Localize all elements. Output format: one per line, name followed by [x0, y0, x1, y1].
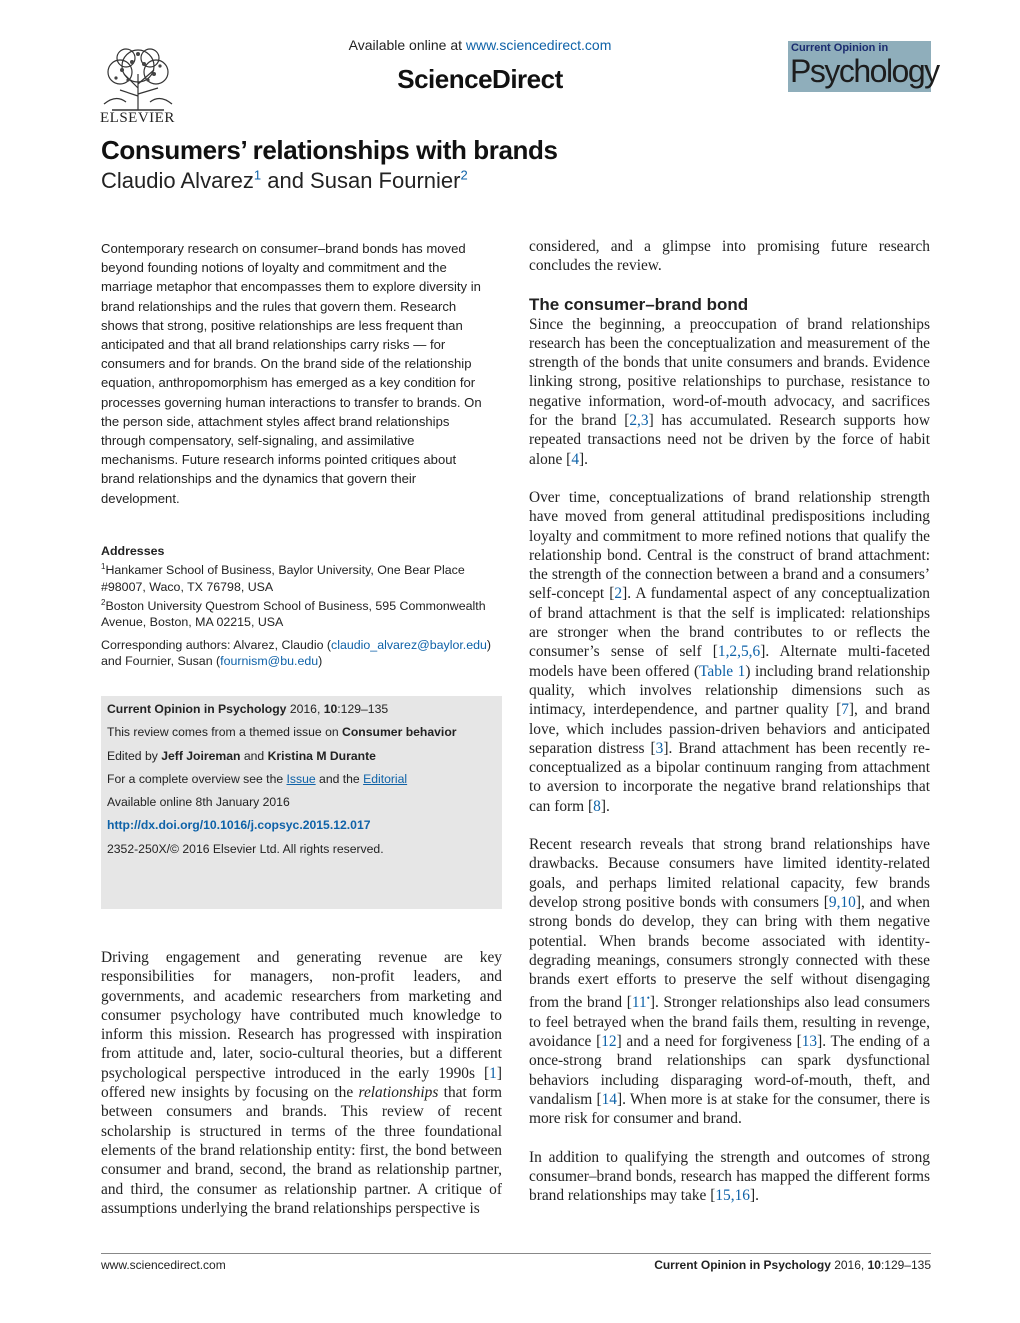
text-run: ] and a need for forgiveness [	[616, 1033, 802, 1051]
ref-link[interactable]: 4	[571, 450, 580, 468]
editorial-link[interactable]: Editorial	[363, 771, 408, 786]
copyright-row: 2352-250X/© 2016 Elsevier Ltd. All rights reserved.	[107, 841, 384, 856]
citation-pages: :129–135	[337, 702, 389, 716]
corresponding-suffix: )	[318, 654, 323, 669]
ref-link[interactable]: 2,3	[629, 412, 649, 430]
corresponding-authors	[101, 637, 503, 669]
text-run: Since the beginning, a preoccupation of brand relationships research has been the conceptualization and measurement of the strength of the bonds that unite consumers and brands. Evidence linking strong, positive relationships to purchase, resistance to negative information, word-of-mouth advocacy, and sacrifices for the brand [	[529, 315, 930, 430]
theme-row	[107, 721, 496, 744]
addresses	[101, 543, 503, 630]
text-run: that form between consumers and brands. This review of recent scholarship is structured in terms of the three foundational elements of the brand relationship entity: first, the bond between consumer and brand, second, the brand as relationship partner, and third, the consumer as relationship partner. A critique of assumptions underlying the brand relationships perspective is	[101, 1084, 502, 1217]
text-run: Over time, conceptualizations of brand relationship strength have moved from general attitudinal predispositions including loyalty and commitment to more refined notions that qualify the relationship bond. Central is the construct of brand attachment: the strength of the connection between a brand and a consumers’ self-concept [	[529, 488, 930, 603]
available-prefix: Available online at	[348, 37, 466, 53]
editor-sep: and	[240, 748, 268, 763]
footer-pages: :129–135	[880, 1258, 931, 1272]
email-link[interactable]: claudio_alvarez@baylor.edu	[331, 638, 487, 652]
citation-row	[107, 698, 496, 721]
ref-link[interactable]: 1,2,5,6	[717, 643, 761, 661]
ref-link[interactable]: 11	[631, 994, 647, 1012]
address-sup: 2	[101, 597, 106, 607]
text-run: ].	[749, 1187, 759, 1205]
text-run: ], and when strong bonds do develop, they can bring with them negative potential. When brands become associated with identity-degrading meanings, consumers strongly connected with these brands exert efforts to preserve the self without disengaging from the brand [	[529, 893, 930, 1012]
ref-link[interactable]: 8	[593, 797, 601, 815]
address-sup: 1	[101, 562, 106, 572]
text-run: ] has accumulated. Research supports how repeated transactions need not be driven by the force of habit alone [	[529, 412, 930, 468]
text-run: Recent research reveals that strong brand relationships have drawbacks. Because consumers have limited identity-related goals, and perhaps limited relational capacity, few brands develop strong positive bonds with consumers [	[529, 836, 930, 911]
author-name: Susan Fournier	[310, 168, 461, 193]
ref-link[interactable]: 15,16	[715, 1187, 750, 1205]
text-run: Driving engagement and generating revenue are key responsibilities for managers, non-profit leaders, and governments, and academic researchers from marketing and consumer psychology have contributed much knowledge to inform this mission. Research has progressed with inspiration from attitude and, later, socio-cultural theories, but a different psychological perspective introduced in the early 1990s [	[101, 949, 502, 1082]
text-run: ] offered new insights by focusing on the	[101, 1064, 502, 1102]
corresponding-prefix: Corresponding authors: Alvarez, Claudio (	[101, 638, 332, 652]
theme-prefix: This review comes from a themed issue on	[107, 725, 343, 740]
email-link[interactable]: fournism@bu.edu	[220, 654, 319, 669]
section-heading: The consumer–brand bond	[529, 294, 749, 314]
abstract: Contemporary research on consumer–brand bonds has moved beyond founding notions of loyalty and commitment and the marriage metaphor that encompasses them to explore diversity in brand relationships and the rules that govern them. Research shows that strong, positive relationships are less frequent than anticipated and that all brand relationships carry risks — for consumers and for brands. On the brand side of the relationship equation, anthropomorphism has emerged as a key condition for processes governing human interactions to transfer to brands. On the person side, attachment styles affect brand relationships through compensatory, self-signaling, and assimilative mechanisms. Future research informs pointed critiques about brand relationships and the dynamics that govern their development.	[101, 241, 482, 506]
body-paragraph	[529, 315, 930, 469]
text-run: ) including brand relationship quality, which involves relationship dimensions such as intimacy, interdependence, and partner quality [	[529, 662, 931, 719]
intro-paragraph	[101, 948, 502, 1218]
elsevier-logo	[96, 44, 180, 128]
elsevier-wordmark: ELSEVIER	[100, 110, 175, 126]
ref-link[interactable]: 14	[601, 1091, 617, 1108]
ref-link[interactable]: 2	[614, 585, 623, 603]
editor-name: Kristina M Durante	[267, 748, 376, 763]
doi-link[interactable]: http://dx.doi.org/10.1016/j.copsyc.2015.12.017	[107, 818, 371, 833]
text-run: ]. The ending of a once-strong brand relationships can spark dysfunctional behaviors including disparaging word-of-mouth, theft, and vandalism [	[529, 1033, 931, 1108]
ref-link[interactable]: 9,10	[828, 893, 856, 911]
continued-paragraph: considered, and a glimpse into promising future research concludes the review.	[529, 238, 930, 275]
journal-badge-top: Current Opinion in	[791, 42, 889, 54]
text-run: ]. Stronger relationships also lead consumers to feel betrayed when the brand fails them, resulting in revenge, avoidance [	[529, 994, 930, 1051]
address-text: Hankamer School of Business, Baylor University, One Bear Place #98007, Waco, TX 76798, USA	[101, 563, 465, 594]
body-paragraph	[529, 488, 930, 816]
body-paragraph	[529, 1148, 930, 1206]
text-run: ]. Alternate multi-faceted models have been offered (	[529, 643, 930, 680]
text-run: In addition to qualifying the strength and outcomes of strong consumer–brand bonds, research has mapped the different forms brand relationships may take [	[529, 1148, 930, 1205]
footer-divider	[101, 1253, 931, 1254]
text-run: ].	[600, 797, 610, 815]
author-line	[101, 168, 468, 194]
emphasis: relationships	[358, 1084, 439, 1102]
footer-url[interactable]: www.sciencedirect.com	[101, 1258, 226, 1272]
citation-volume: 10	[323, 702, 338, 716]
article-title: Consumers’ relationships with brands	[101, 135, 558, 165]
right-column	[529, 237, 930, 1224]
overview-and: and the	[315, 771, 364, 786]
issue-link[interactable]: Issue	[286, 771, 316, 786]
ref-link[interactable]: 12	[601, 1033, 617, 1051]
author-affiliation-link[interactable]: 2	[460, 167, 468, 183]
journal-name: Current Opinion in Psychology	[107, 702, 287, 716]
author-affiliation-link[interactable]: 1	[253, 167, 262, 183]
available-online	[250, 37, 710, 53]
overview-row	[107, 768, 496, 791]
ref-link[interactable]: 1	[489, 1064, 497, 1082]
available-row: Available online 8th January 2016	[107, 795, 290, 810]
edited-prefix: Edited by	[107, 748, 162, 763]
ref-link[interactable]: 7	[841, 701, 849, 719]
citation-year: 2016,	[286, 702, 324, 716]
address-text: Boston University Questrom School of Business, 595 Commonwealth Avenue, Boston, MA 02215, USA	[101, 598, 486, 630]
text-run: ].	[579, 450, 588, 468]
editor-name: Jeff Joireman	[161, 748, 241, 763]
theme-name: Consumer behavior	[342, 725, 457, 740]
footer-citation	[654, 1258, 931, 1272]
journal-badge	[788, 41, 939, 92]
table-link[interactable]: Table 1	[699, 662, 746, 680]
journal-badge-main: Psychology	[790, 53, 939, 89]
text-run: ]. When more is at stake for the consumer, there is more risk for consumer and brand.	[529, 1091, 930, 1128]
body-paragraph	[529, 835, 930, 1129]
footer-volume: 10	[867, 1258, 881, 1272]
sciencedirect-link[interactable]: www.sciencedirect.com	[465, 37, 612, 53]
addresses-heading: Addresses	[101, 544, 165, 558]
address-item	[101, 559, 503, 595]
footer-journal: Current Opinion in Psychology	[654, 1258, 831, 1272]
ref-link[interactable]: 3	[655, 739, 664, 757]
ref-star: •	[646, 993, 650, 1004]
doi-row	[107, 814, 496, 837]
author-separator: and	[261, 168, 311, 193]
footer-year: 2016,	[830, 1258, 868, 1272]
corresponding-middle: ) and Fournier, Susan (	[101, 638, 492, 669]
author-name: Claudio Alvarez	[101, 168, 254, 193]
text-run: ]. Brand attachment has been recently re-conceptualized as a bipolar continuum ranging from attachment to aversion to incorporate the negative brand relationships that can form [	[529, 739, 930, 815]
ref-link[interactable]: 13	[801, 1033, 818, 1051]
text-run: ]. A fundamental aspect of any conceptualization of brand attachment is that the self is implicated: relationships are stronger when the brand contributes to or reflects the consumer’s sense of self [	[529, 585, 930, 661]
address-item	[101, 595, 503, 631]
text-run: ], and brand love, which includes passion-driven behaviors and anticipated separation distress [	[529, 701, 930, 757]
editors-row	[107, 745, 496, 768]
sciencedirect-wordmark: ScienceDirect	[397, 64, 563, 94]
overview-prefix: For a complete overview see the	[107, 771, 287, 786]
article-info-box	[101, 696, 502, 909]
